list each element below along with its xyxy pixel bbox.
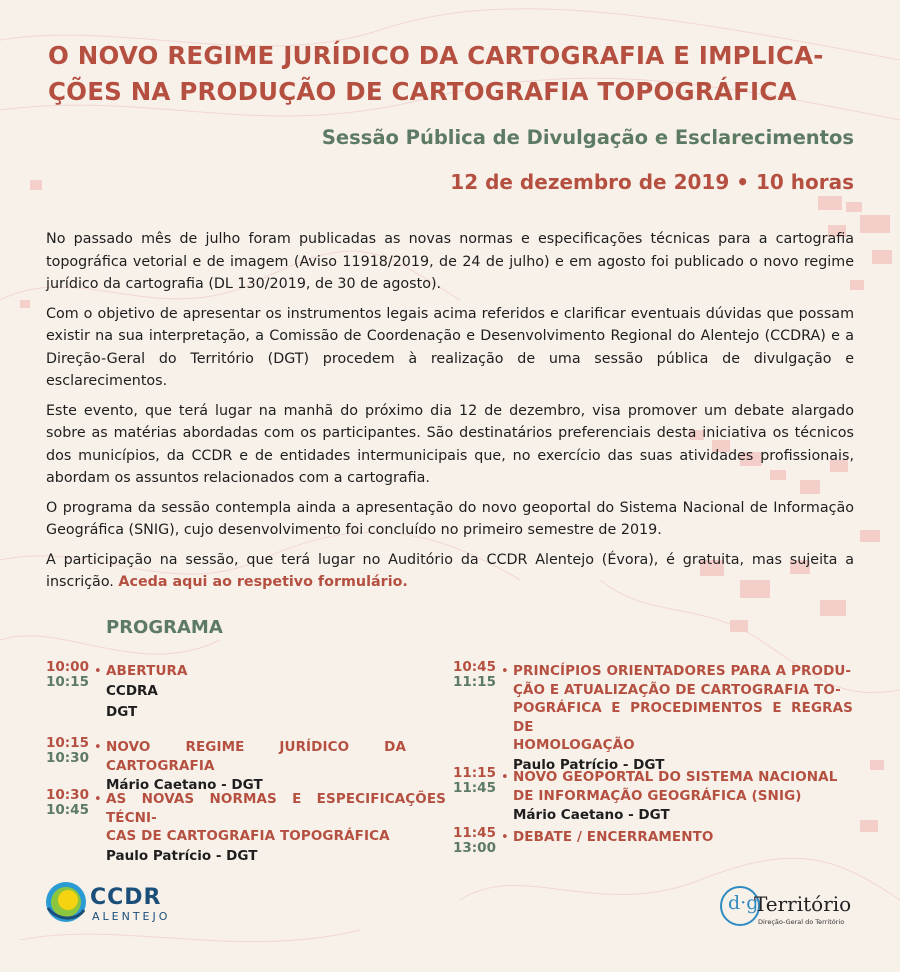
- registration-text: A participação na sessão, que terá lugar no Auditório da CCDR Alentejo (Évora), é gratuita, mas sujeita a inscrição.: [46, 551, 854, 590]
- schedule-title-line: POGRÁFICA E PROCEDIMENTOS E REGRAS DE: [513, 700, 853, 735]
- time-range: [453, 766, 497, 796]
- schedule-title-line: DE INFORMAÇÃO GEOGRÁFICA (SNIG): [513, 787, 802, 804]
- intro-paragraph: Com o objetivo de apresentar os instrumentos legais acima referidos e clarificar eventuais dúvidas que possam existir na sua interpretação, a Comissão de Coordenação e Desenvolvimento Regional do Alentejo (CCDRA) e a Direção-Geral do Território (DGT) procedem à realização de uma sessão pública de divulgação e esclarecimentos.: [46, 305, 854, 389]
- bullet-icon: •: [501, 664, 509, 679]
- time-start: 10:00: [46, 659, 89, 675]
- schedule-body: [513, 828, 714, 847]
- time-end: 10:15: [46, 674, 89, 690]
- time-start: 10:30: [46, 787, 89, 803]
- intro-text: [46, 228, 854, 601]
- schedule-title-line: CAS DE CARTOGRAFIA TOPOGRÁFICA: [106, 828, 390, 844]
- schedule-title-line: AS NOVAS NORMAS E ESPECIFICAÇÕES TÉCNI-: [106, 791, 446, 826]
- schedule-title-line: ÇÃO E ATUALIZAÇÃO DE CARTOGRAFIA TO-: [513, 681, 841, 698]
- intro-paragraph: Este evento, que terá lugar na manhã do próximo dia 12 de dezembro, visa promover um debate alargado sobre as matérias abordadas com os participantes. São destinatários preferenciais desta iniciativa os técnicos dos municípios, da CCDR e de entidades intermunicipais que, no exercício das suas atividades profissionais, abordam os assuntos relacionados com a cartografia.: [46, 402, 854, 486]
- time-range: [46, 788, 90, 818]
- schedule-body: [513, 768, 853, 826]
- schedule-title: ABERTURA: [106, 663, 188, 679]
- intro-paragraph-last: [46, 549, 854, 594]
- intro-paragraph: O programa da sessão contempla ainda a apresentação do novo geoportal do Sistema Nacional de Informação Geográfica (SNIG), cujo desenvolvimento foi concluído no primeiro semestre de 2019.: [46, 499, 854, 538]
- speaker: Mário Caetano - DGT: [106, 777, 263, 793]
- dgt-territorio-logo: [720, 884, 860, 934]
- title-line: ÇÕES NA PRODUÇÃO DE CARTOGRAFIA TOPOGRÁFICA: [48, 77, 797, 106]
- time-start: 11:15: [453, 765, 496, 781]
- time-start: 11:45: [453, 825, 496, 841]
- ccdr-alentejo-logo: [44, 880, 174, 930]
- time-end: 10:30: [46, 750, 89, 766]
- program-heading: PROGRAMA: [106, 617, 223, 638]
- schedule-title-line: NOVO GEOPORTAL DO SISTEMA NACIONAL: [513, 769, 838, 785]
- schedule-body: [106, 662, 188, 723]
- speaker: Paulo Patrício - DGT: [106, 847, 258, 864]
- time-end: 10:45: [46, 802, 89, 818]
- time-range: [46, 736, 90, 766]
- schedule-body: [513, 662, 853, 776]
- bullet-icon: •: [94, 664, 102, 679]
- intro-paragraph: No passado mês de julho foram publicadas as novas normas e especificações técnicas para a cartografia topográfica vetorial e de imagem (Aviso 11918/2019, de 24 de julho) e em agosto foi publicado o novo regime jurídico da cartografia (DL 130/2019, de 30 de agosto).: [46, 231, 854, 292]
- time-start: 10:45: [453, 659, 496, 675]
- session-subtitle: Sessão Pública de Divulgação e Esclarecimentos: [321, 126, 854, 149]
- schedule-body: [106, 790, 446, 867]
- schedule-title: NOVO REGIME JURÍDICO DA CARTOGRAFIA: [106, 739, 406, 774]
- time-end: 13:00: [453, 840, 496, 856]
- time-range: [453, 660, 497, 690]
- speaker: Mário Caetano - DGT: [513, 807, 670, 823]
- time-range: [46, 660, 90, 690]
- speaker: DGT: [106, 703, 138, 720]
- dgt-name: Território: [754, 892, 852, 916]
- dgt-mark: d·g: [728, 892, 759, 914]
- speaker: Paulo Patrício - DGT: [513, 756, 665, 773]
- ccdr-emblem-icon: [44, 880, 88, 924]
- schedule-title: DEBATE / ENCERRAMENTO: [513, 829, 714, 845]
- schedule-title-line: PRINCÍPIOS ORIENTADORES PARA A PRODU-: [513, 663, 852, 679]
- bullet-icon: •: [501, 830, 509, 845]
- bullet-icon: •: [501, 770, 509, 785]
- dgt-tagline: Direção-Geral do Território: [758, 918, 845, 926]
- event-date: 12 de dezembro de 2019 • 10 horas: [450, 170, 854, 194]
- bullet-icon: •: [94, 740, 102, 755]
- ccdr-name: CCDR: [90, 885, 162, 910]
- bullet-icon: •: [94, 792, 102, 807]
- time-end: 11:15: [453, 674, 496, 690]
- registration-form-link[interactable]: Aceda aqui ao respetivo formulário.: [118, 574, 408, 590]
- schedule-title-line: HOMOLOGAÇÃO: [513, 737, 635, 753]
- time-start: 10:15: [46, 735, 89, 751]
- speaker: CCDRA: [106, 682, 158, 699]
- ccdr-region: ALENTEJO: [92, 910, 171, 923]
- title-line: O NOVO REGIME JURÍDICO DA CARTOGRAFIA E IMPLICA-: [48, 41, 824, 70]
- schedule-body: [106, 738, 406, 796]
- time-range: [453, 826, 497, 856]
- page-title: [48, 38, 856, 110]
- time-end: 11:45: [453, 780, 496, 796]
